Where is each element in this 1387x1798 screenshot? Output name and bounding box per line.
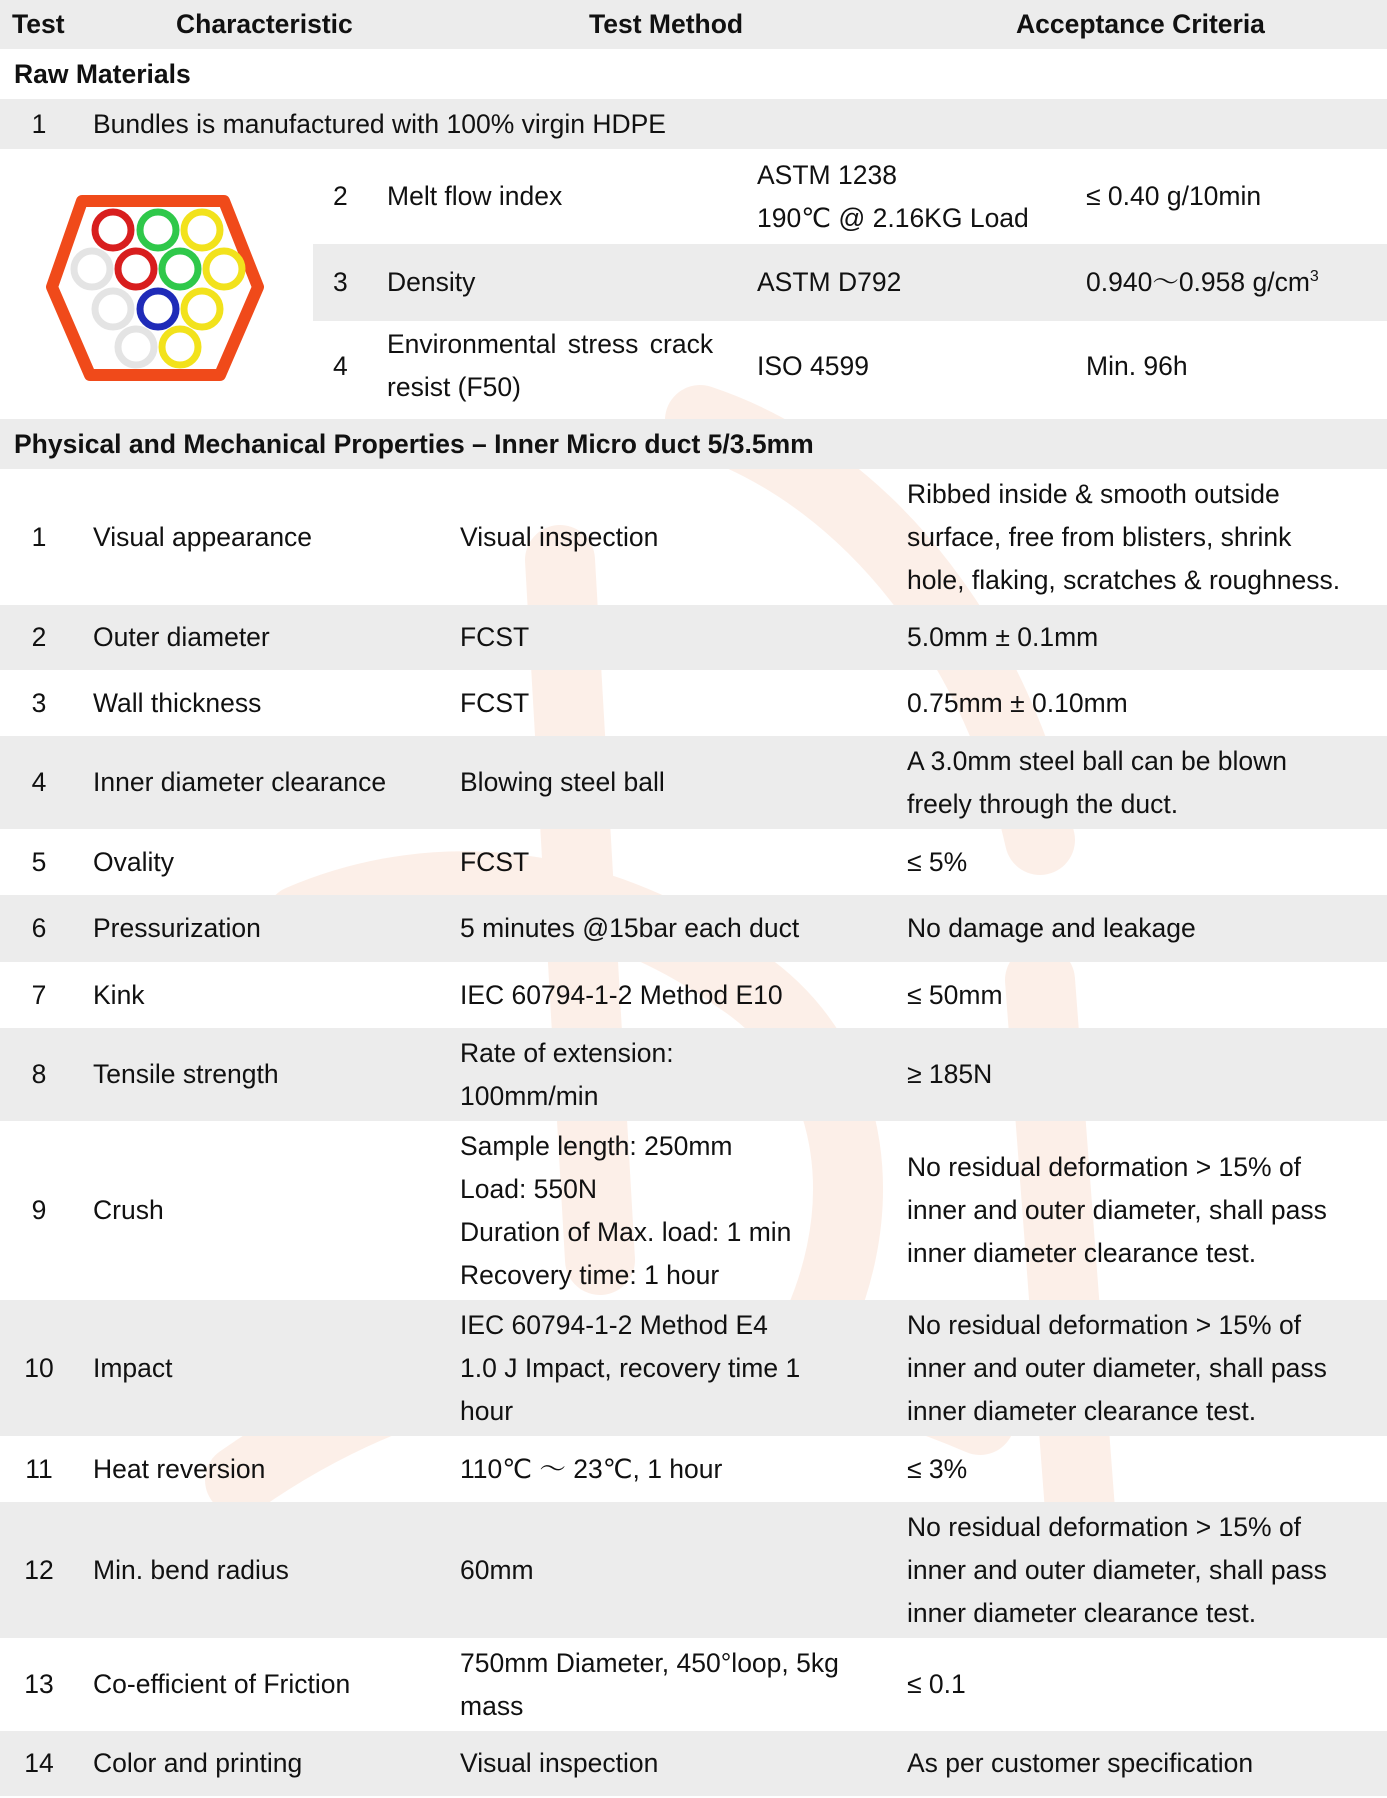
method-line: 100mm/min bbox=[460, 1080, 599, 1111]
row-test-method bbox=[460, 1300, 880, 1436]
table-row bbox=[0, 1502, 1387, 1638]
acceptance-line: freely through the duct. bbox=[907, 788, 1179, 819]
physical-properties-table bbox=[0, 469, 1387, 1796]
method-line: 110℃ ～ 23℃, 1 hour bbox=[460, 1453, 723, 1484]
acceptance-line: As per customer specification bbox=[907, 1748, 1254, 1778]
row-test-method bbox=[460, 469, 880, 605]
header-characteristic: Characteristic bbox=[176, 9, 353, 39]
table-row bbox=[313, 244, 1387, 321]
row-acceptance bbox=[907, 605, 1382, 670]
row-acceptance: Min. 96h bbox=[1086, 350, 1188, 381]
row-number: 3 bbox=[31, 687, 47, 718]
acceptance-line: surface, free from blisters, shrink bbox=[907, 521, 1292, 552]
row-characteristic: Tensile strength bbox=[93, 1059, 279, 1089]
row-characteristic bbox=[387, 321, 732, 411]
row-test-method bbox=[460, 1028, 880, 1121]
row-acceptance bbox=[907, 1028, 1382, 1121]
method-line: IEC 60794-1-2 Method E4 bbox=[460, 1309, 768, 1340]
row-characteristic: Kink bbox=[93, 979, 145, 1010]
row-acceptance bbox=[907, 670, 1382, 736]
acceptance-line: A 3.0mm steel ball can be blown bbox=[907, 745, 1288, 776]
row-acceptance bbox=[907, 1731, 1382, 1796]
acceptance-line: 5.0mm ± 0.1mm bbox=[907, 622, 1099, 652]
method-line: mass bbox=[460, 1690, 524, 1721]
row-acceptance bbox=[907, 895, 1382, 962]
method-line: 750mm Diameter, 450°loop, 5kg bbox=[460, 1647, 839, 1678]
row-text: Bundles is manufactured with 100% virgin HDPE bbox=[93, 108, 666, 139]
table-row bbox=[0, 1028, 1387, 1121]
row-test-method bbox=[757, 149, 1057, 244]
row-acceptance bbox=[907, 1502, 1382, 1638]
table-row bbox=[0, 469, 1387, 605]
row-acceptance bbox=[907, 1300, 1382, 1436]
row-number: 13 bbox=[24, 1669, 54, 1699]
row-characteristic: Heat reversion bbox=[93, 1453, 266, 1484]
acceptance-line: inner and outer diameter, shall pass bbox=[907, 1352, 1327, 1383]
section-title: Physical and Mechanical Properties – Inner Micro duct 5/3.5mm bbox=[14, 428, 814, 459]
section-title-physical bbox=[0, 419, 1387, 469]
row-acceptance bbox=[907, 736, 1382, 829]
row-test-method bbox=[460, 962, 880, 1028]
table-row bbox=[0, 829, 1387, 895]
row-test-method bbox=[460, 1436, 880, 1502]
row-number: 4 bbox=[333, 350, 348, 381]
acceptance-line: No damage and leakage bbox=[907, 913, 1196, 943]
row-acceptance bbox=[1086, 244, 1386, 321]
acceptance-line: hole, flaking, scratches & roughness. bbox=[907, 564, 1341, 595]
section-title: Raw Materials bbox=[14, 58, 191, 89]
row-test-method bbox=[460, 1502, 880, 1638]
row-number: 2 bbox=[31, 622, 47, 652]
row-characteristic: Visual appearance bbox=[93, 521, 313, 552]
method-line: FCST bbox=[460, 846, 530, 877]
acceptance-line: inner and outer diameter, shall pass bbox=[907, 1195, 1327, 1225]
row-test-method: ASTM D792 bbox=[757, 267, 902, 297]
method-line: hour bbox=[460, 1395, 514, 1426]
table-row bbox=[0, 1638, 1387, 1731]
row-acceptance bbox=[907, 1436, 1382, 1502]
row-number: 8 bbox=[31, 1059, 47, 1089]
characteristic-line: resist (F50) bbox=[387, 372, 521, 402]
row-acceptance: ≤ 0.40 g/10min bbox=[1086, 181, 1262, 211]
header-acceptance-criteria: Acceptance Criteria bbox=[1016, 9, 1265, 39]
table-row bbox=[0, 895, 1387, 962]
method-line: IEC 60794-1-2 Method E10 bbox=[460, 979, 783, 1010]
table-row bbox=[313, 321, 1387, 411]
acceptance-line: inner and outer diameter, shall pass bbox=[907, 1554, 1327, 1585]
row-number: 1 bbox=[31, 521, 47, 552]
row-number: 9 bbox=[31, 1195, 47, 1225]
row-characteristic: Crush bbox=[93, 1195, 164, 1225]
row-characteristic: Density bbox=[387, 267, 476, 297]
row-number: 1 bbox=[31, 108, 47, 139]
method-line: FCST bbox=[460, 622, 530, 652]
row-number: 7 bbox=[31, 979, 47, 1010]
method-line: FCST bbox=[460, 687, 530, 718]
acceptance-line: ≤ 5% bbox=[907, 846, 968, 877]
method-line: ASTM 1238 bbox=[757, 159, 897, 190]
acceptance-line: inner diameter clearance test. bbox=[907, 1395, 1257, 1426]
method-line: Duration of Max. load: 1 min bbox=[460, 1216, 792, 1247]
acceptance-line: No residual deformation > 15% of bbox=[907, 1511, 1302, 1542]
method-line: Rate of extension: bbox=[460, 1037, 674, 1068]
row-test-method bbox=[460, 829, 880, 895]
method-line: 1.0 J Impact, recovery time 1 bbox=[460, 1352, 801, 1383]
row-number: 11 bbox=[25, 1453, 53, 1484]
row-characteristic: Melt flow index bbox=[387, 181, 563, 211]
row-test-method bbox=[460, 1731, 880, 1796]
table-row bbox=[0, 1121, 1387, 1300]
row-number: 2 bbox=[333, 181, 348, 211]
table-row bbox=[0, 670, 1387, 736]
raw-materials-details bbox=[0, 149, 1387, 419]
row-number: 5 bbox=[31, 846, 47, 877]
row-acceptance bbox=[907, 962, 1382, 1028]
table-row bbox=[0, 1300, 1387, 1436]
method-line: 5 minutes @15bar each duct bbox=[460, 913, 800, 943]
table-row bbox=[0, 736, 1387, 829]
table-row bbox=[0, 1436, 1387, 1502]
row-acceptance bbox=[907, 1121, 1382, 1300]
row-acceptance bbox=[907, 469, 1382, 605]
table-row bbox=[313, 149, 1387, 244]
method-line: Sample length: 250mm bbox=[460, 1130, 733, 1161]
row-characteristic: Ovality bbox=[93, 846, 174, 877]
table-header bbox=[0, 0, 1387, 49]
row-acceptance bbox=[907, 829, 1382, 895]
row-test-method bbox=[460, 736, 880, 829]
method-line: Recovery time: 1 hour bbox=[460, 1259, 720, 1290]
acceptance-line: inner diameter clearance test. bbox=[907, 1597, 1257, 1628]
row-acceptance bbox=[907, 1638, 1382, 1731]
method-line: Blowing steel ball bbox=[460, 767, 665, 797]
method-line: 60mm bbox=[460, 1554, 534, 1585]
acceptance-line: ≤ 50mm bbox=[907, 979, 1003, 1010]
table-row bbox=[0, 605, 1387, 670]
row-number: 4 bbox=[31, 767, 47, 797]
acceptance-line: ≤ 3% bbox=[907, 1453, 968, 1484]
acceptance-line: ≥ 185N bbox=[907, 1059, 993, 1089]
acceptance-line: No residual deformation > 15% of bbox=[907, 1152, 1302, 1182]
acceptance-line: ≤ 0.1 bbox=[907, 1669, 966, 1699]
acceptance-line: inner diameter clearance test. bbox=[907, 1238, 1257, 1268]
method-line: 190℃ @ 2.16KG Load bbox=[757, 202, 1029, 233]
acceptance-line: Ribbed inside & smooth outside bbox=[907, 478, 1280, 509]
row-test-method bbox=[460, 1121, 880, 1300]
table-row bbox=[0, 99, 1387, 149]
acceptance-line: No residual deformation > 15% of bbox=[907, 1309, 1302, 1340]
table-row bbox=[0, 962, 1387, 1028]
row-number: 3 bbox=[333, 267, 348, 297]
row-number: 10 bbox=[24, 1352, 54, 1383]
method-line: Visual inspection bbox=[460, 521, 659, 552]
row-characteristic: Impact bbox=[93, 1352, 173, 1383]
microduct-bundle-image bbox=[40, 189, 270, 389]
row-characteristic: Inner diameter clearance bbox=[93, 767, 387, 797]
row-test-method bbox=[460, 605, 880, 670]
method-line: Visual inspection bbox=[460, 1748, 659, 1778]
table-row bbox=[0, 1731, 1387, 1796]
row-number: 12 bbox=[24, 1554, 54, 1585]
row-characteristic: Co-efficient of Friction bbox=[93, 1669, 351, 1699]
row-number: 14 bbox=[24, 1748, 54, 1778]
row-characteristic: Wall thickness bbox=[93, 687, 262, 718]
acceptance-text: 0.940～0.958 g/cm bbox=[1086, 267, 1310, 297]
section-title-raw-materials bbox=[0, 49, 1387, 99]
row-number: 6 bbox=[31, 913, 47, 943]
row-test-method bbox=[460, 895, 880, 962]
header-test: Test bbox=[12, 9, 65, 39]
acceptance-line: 0.75mm ± 0.10mm bbox=[907, 687, 1128, 718]
row-characteristic: Min. bend radius bbox=[93, 1554, 289, 1585]
superscript: 3 bbox=[1309, 268, 1319, 285]
header-test-method: Test Method bbox=[589, 9, 744, 39]
row-test-method: ISO 4599 bbox=[757, 350, 869, 381]
row-characteristic: Color and printing bbox=[93, 1748, 303, 1778]
row-characteristic: Pressurization bbox=[93, 913, 261, 943]
method-line: Load: 550N bbox=[460, 1173, 598, 1204]
row-characteristic: Outer diameter bbox=[93, 622, 270, 652]
row-test-method bbox=[460, 1638, 880, 1731]
row-test-method bbox=[460, 670, 880, 736]
characteristic-line: Environmental stress crack bbox=[387, 329, 714, 359]
